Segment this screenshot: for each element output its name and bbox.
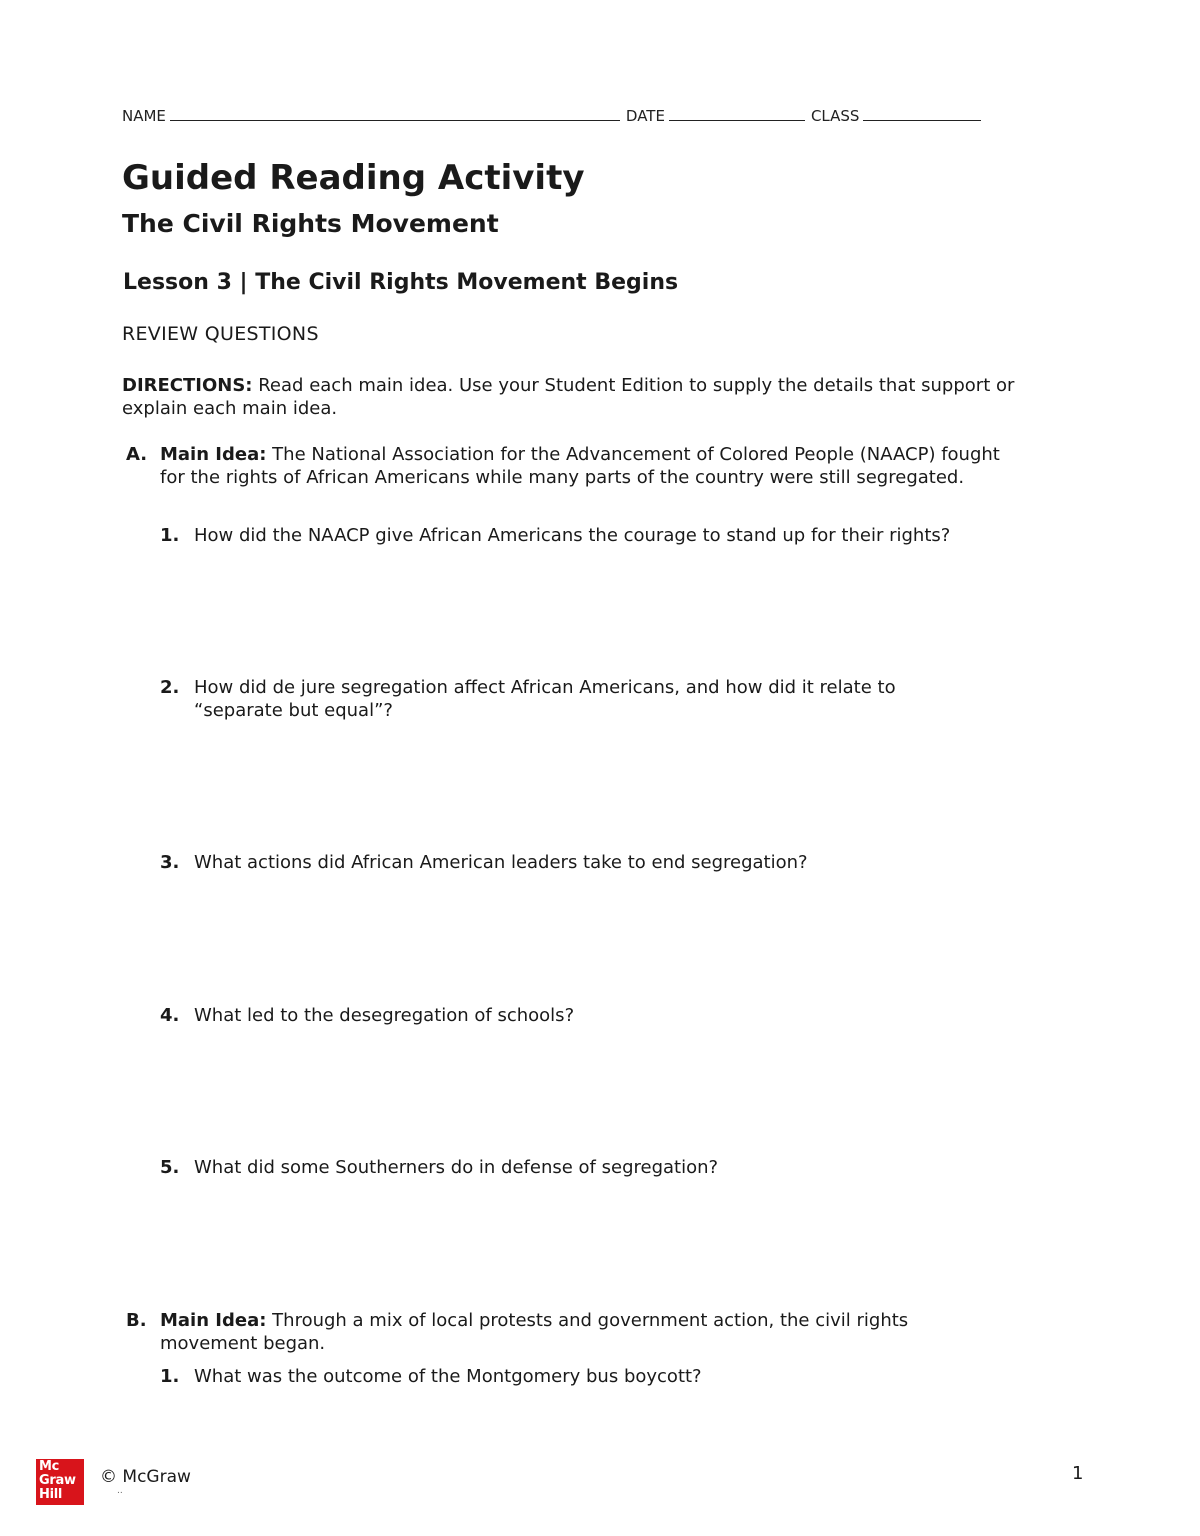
question-number: 2. xyxy=(160,677,180,698)
question-text: What led to the desegregation of schools? xyxy=(194,1005,575,1026)
question-number: 3. xyxy=(160,852,180,873)
question-a4 xyxy=(160,1004,1040,1027)
date-field[interactable] xyxy=(669,106,805,121)
copyright-continuation: .. xyxy=(117,1486,123,1496)
main-idea-text: The National Association for the Advancement of Colored People (NAACP) fought for the rights of African Americans while many parts of the country were still segregated. xyxy=(160,444,1000,488)
class-field[interactable] xyxy=(863,106,981,121)
question-text: What did some Southerners do in defense of segregation? xyxy=(194,1157,719,1178)
question-text: How did de jure segregation affect African Americans, and how did it relate to “separate but equal”? xyxy=(194,677,896,721)
question-number: 1. xyxy=(160,525,180,546)
question-a5 xyxy=(160,1156,1040,1179)
question-b1 xyxy=(160,1365,1040,1388)
question-a2 xyxy=(160,676,1040,722)
page-title: Guided Reading Activity xyxy=(122,158,585,198)
main-idea-b xyxy=(122,1309,1022,1355)
section-heading: REVIEW QUESTIONS xyxy=(122,323,319,345)
question-number: 5. xyxy=(160,1157,180,1178)
name-label: NAME xyxy=(122,107,166,125)
logo-line: Mc xyxy=(39,1459,60,1474)
directions-text: Read each main idea. Use your Student Edition to supply the details that support or explain each main idea. xyxy=(122,375,1015,419)
logo-line: Hill xyxy=(39,1487,63,1502)
question-text: What actions did African American leaders take to end segregation? xyxy=(194,852,808,873)
question-a3 xyxy=(160,851,1040,874)
logo-line: Graw xyxy=(39,1473,76,1488)
question-number: 4. xyxy=(160,1005,180,1026)
question-text: What was the outcome of the Montgomery bus boycott? xyxy=(194,1366,702,1387)
question-a1 xyxy=(160,524,1040,547)
main-idea-label: Main Idea: xyxy=(160,444,267,465)
class-label: CLASS xyxy=(810,107,860,125)
directions xyxy=(122,374,1022,420)
copyright-text: © McGraw xyxy=(100,1467,191,1487)
directions-label: DIRECTIONS: xyxy=(122,375,253,396)
date-label: DATE xyxy=(625,107,665,125)
student-info-header xyxy=(122,106,987,125)
main-idea-label: Main Idea: xyxy=(160,1310,267,1331)
main-idea-letter: A. xyxy=(126,444,148,465)
main-idea-letter: B. xyxy=(126,1310,147,1331)
main-idea-a xyxy=(122,443,1022,489)
name-field[interactable] xyxy=(170,106,620,121)
page-number: 1 xyxy=(1072,1463,1084,1484)
question-number: 1. xyxy=(160,1366,180,1387)
mcgraw-hill-logo xyxy=(36,1459,84,1505)
question-text: How did the NAACP give African Americans the courage to stand up for their rights? xyxy=(194,525,951,546)
main-idea-text: Through a mix of local protests and government action, the civil rights movement began. xyxy=(160,1310,909,1354)
lesson-heading: Lesson 3 | The Civil Rights Movement Begins xyxy=(123,270,679,295)
page-subtitle: The Civil Rights Movement xyxy=(122,209,499,238)
